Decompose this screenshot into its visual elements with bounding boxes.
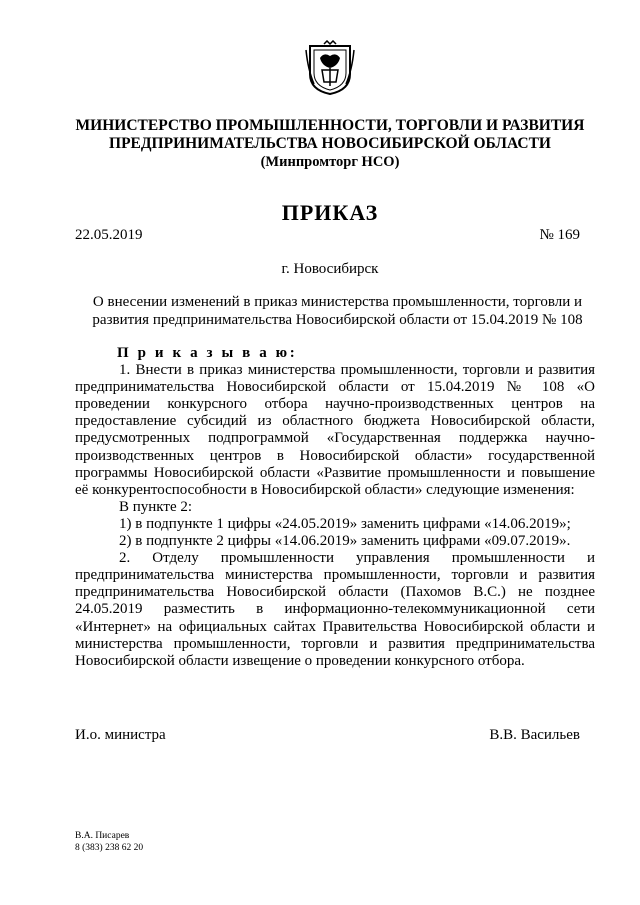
order-item-2: 2. Отделу промышленности управления промышленности и предпринимательства министерства промышленности, торговли и развития предпринимательства Новосибирской области (Пахомов В.С.) не позднее 24.05.2019 разместить в информационно-телекоммуникационной сети «Интернет» на официальных сайтах Правительства Новосибирской области и министерства промышленности, торговли и развития предпринимательства Новосибирской области извещение о проведении конкурсного отбора. [75,550,595,669]
order-word: П р и к а з ы в а ю: [117,345,298,361]
document-date: 22.05.2019 [75,227,143,243]
document-body [75,345,595,670]
executor-info [75,830,143,854]
executor-name: В.А. Писарев [75,831,130,841]
order-item-1-subitem-2: 2) в подпункте 2 цифры «14.06.2019» заменить цифрами «09.07.2019». [119,533,571,550]
ministry-name-line2: ПРЕДПРИНИМАТЕЛЬСТВА НОВОСИБИРСКОЙ ОБЛАСТИ [109,135,551,152]
signatory-position: И.о. министра [75,727,166,743]
executor-phone: 8 (383) 238 62 20 [75,843,144,853]
document-subject [75,293,600,329]
signatory-name: В.В. Васильев [489,727,580,743]
order-item-1-subitem-1: 1) в подпункте 1 цифры «24.05.2019» заменить цифрами «14.06.2019»; [119,515,571,532]
ministry-name-line1: МИНИСТЕРСТВО ПРОМЫШЛЕННОСТИ, ТОРГОВЛИ И РАЗВИТИЯ [75,117,585,134]
order-item-1-point: В пункте 2: [119,498,193,515]
ministry-short-name: (Минпромторг НСО) [260,154,400,170]
coat-of-arms-emblem [304,40,356,96]
document-title: ПРИКАЗ [281,200,379,225]
document-city: г. Новосибирск [281,261,379,277]
subject-line2: развития предпринимательства Новосибирской области от 15.04.2019 № 108 [92,312,583,328]
document-number: № 169 [539,227,580,243]
order-item-1: 1. Внести в приказ министерства промышленности, торговли и развития предпринимательства Новосибирской области от 15.04.2019 № 108 «О проведении конкурсного отбора научно-производственных центров на предоставление субсидий из областного бюджета Новосибирской области, предусмотренных подпрограммой «Государственная поддержка научно-производственных центров в Новосибирской области» государственной программы Новосибирской области «Развитие промышленности и повышение её конкурентоспособности в Новосибирской области» следующие изменения: [75,362,595,498]
subject-line1: О внесении изменений в приказ министерства промышленности, торговли и [92,294,583,310]
